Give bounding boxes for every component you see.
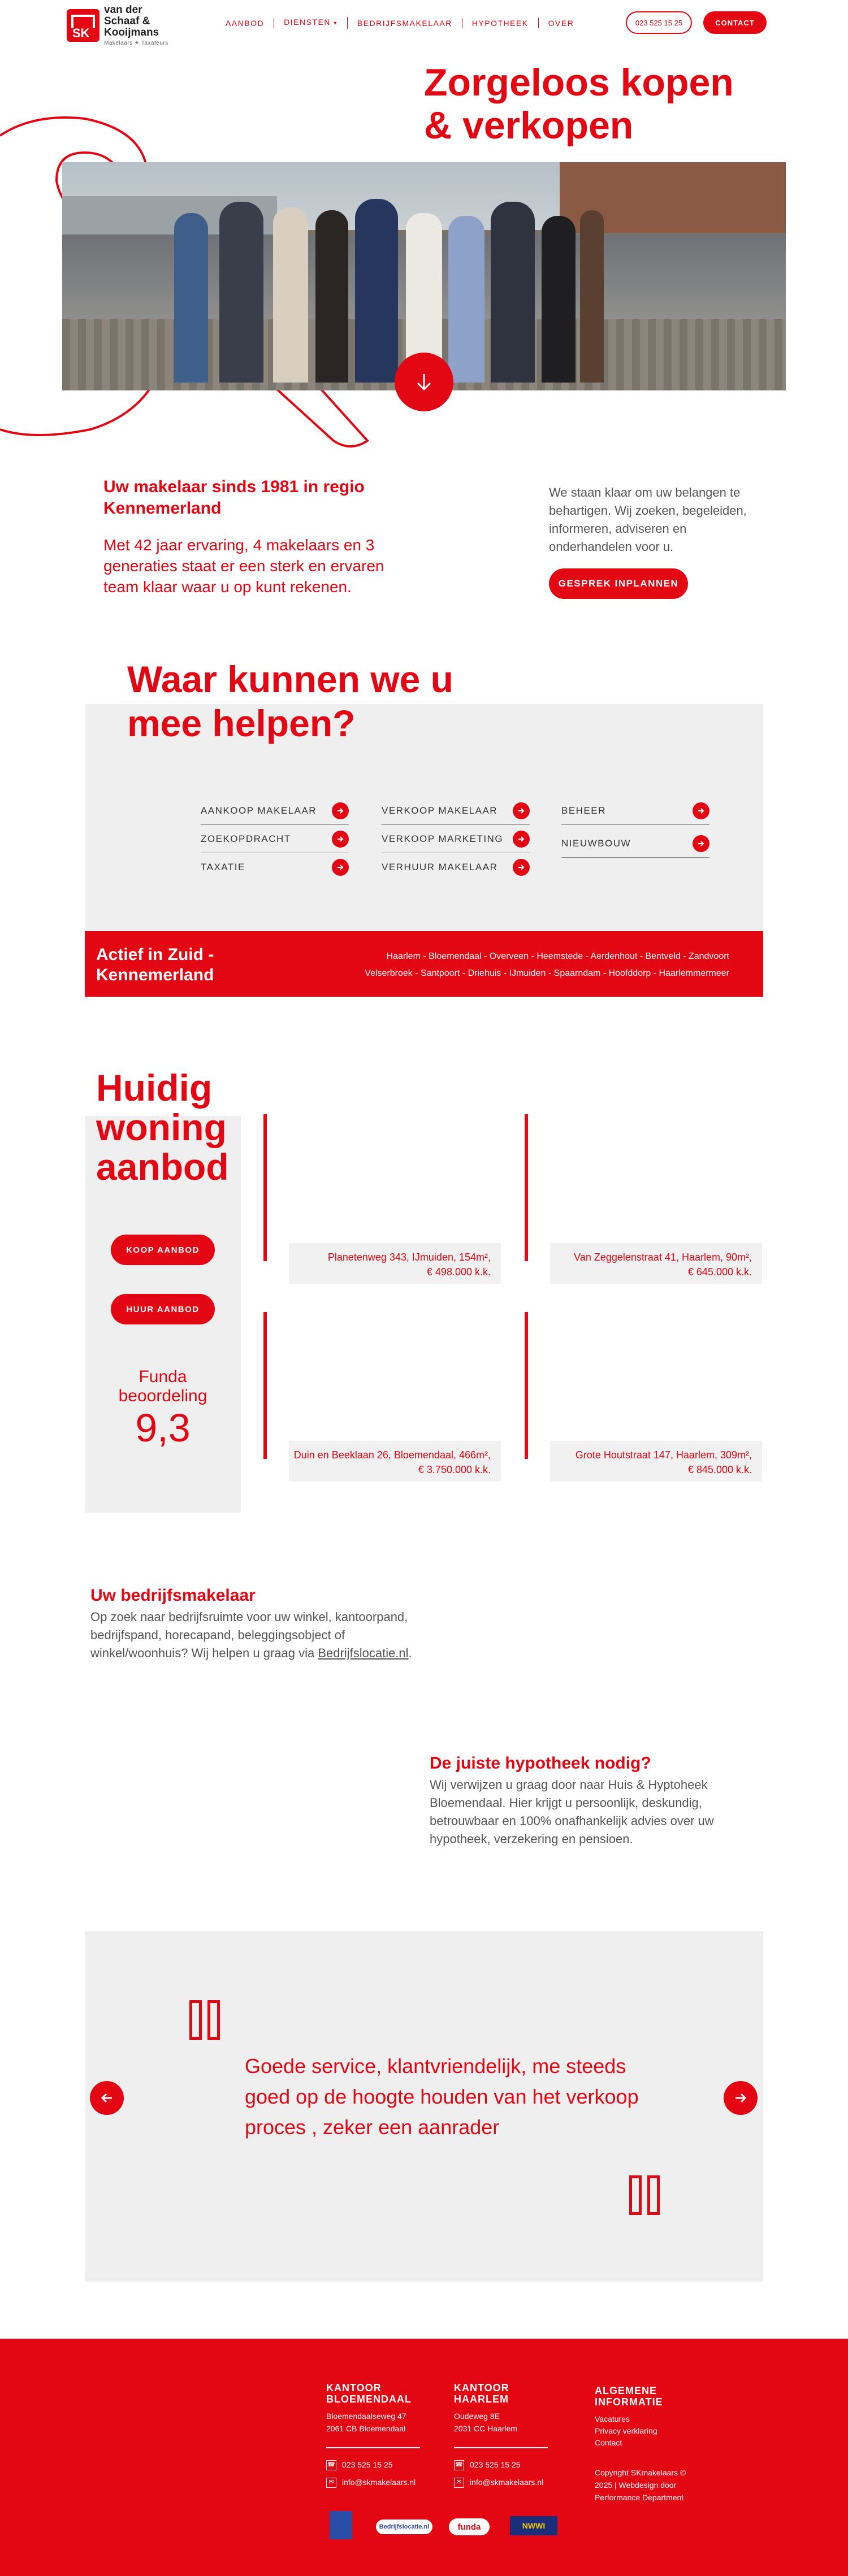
footer-copy1: Copyright SKmakelaars © <box>595 2468 686 2477</box>
footer-bloemendaal-title <box>326 2382 412 2405</box>
footer-bloemendaal-title-1: KANTOOR <box>326 2382 382 2393</box>
quote-open-icon <box>189 2000 223 2040</box>
intro-right-text: We staan klaar om uw belangen te behartigen. Wij zoeken, begeleiden, informeren, adviseren en onderhandelen voor u. <box>549 485 747 554</box>
nav-hypotheek[interactable]: HYPOTHEEK <box>462 18 539 28</box>
footer-bloemendaal-title-2: BLOEMENDAAL <box>326 2393 412 2405</box>
listing-accent-line <box>263 1114 267 1261</box>
footer-haarlem-phone[interactable] <box>454 2458 521 2471</box>
footer-link-privacy[interactable]: Privacy verklaring <box>595 2426 657 2435</box>
footer-copyright <box>595 2466 686 2504</box>
service-aankoop-makelaar[interactable] <box>201 797 349 825</box>
service-beheer[interactable] <box>561 797 709 825</box>
site-footer <box>0 2339 848 2576</box>
nav-bedrijfsmakelaar[interactable]: BEDRIJFSMAKELAAR <box>348 18 462 28</box>
listing-price: € 645.000 k.k. <box>687 1266 752 1278</box>
footer-haarlem-title-2: HAARLEM <box>454 2393 509 2405</box>
footer-bloemendaal-phone[interactable] <box>326 2458 393 2471</box>
service-label: VERKOOP MARKETING <box>382 833 504 844</box>
mail-icon: ✉ <box>326 2478 336 2488</box>
main-nav <box>216 17 583 29</box>
service-taxatie[interactable] <box>201 853 349 881</box>
listing-card[interactable] <box>263 1114 501 1284</box>
aanbod-title-line1: Huidig <box>96 1067 213 1109</box>
bedrijf-body-text: Op zoek naar bedrijfsruimte voor uw winkel, kantoorpand, bedrijfspand, horecapand, beleggingsobject of winkel/woonhuis? Wij helpen u graag via <box>90 1610 408 1660</box>
footer-haarlem-email-text: info@skmakelaars.nl <box>470 2478 544 2487</box>
badge-bedrijfslocatie[interactable] <box>376 2519 432 2534</box>
badge-funda[interactable] <box>449 2518 490 2535</box>
footer-haarlem-email[interactable] <box>454 2476 543 2488</box>
testimonial-next-button[interactable] <box>724 2081 758 2115</box>
testimonial-quote: Goede service, klantvriendelijk, me steeds goed op de hoogte houden van het verkoop proces , zeker een aanrader <box>245 2054 639 2139</box>
footer-haarlem-addr2: 2031 CC Haarlem <box>454 2424 518 2433</box>
listing-address: Planetenweg 343, IJmuiden, 154m², <box>327 1252 491 1263</box>
mail-icon: ✉ <box>454 2478 464 2488</box>
service-label: ZOEKOPDRACHT <box>201 833 291 844</box>
service-zoekopdracht[interactable] <box>201 825 349 853</box>
footer-haarlem-title <box>454 2382 509 2405</box>
service-label: VERHUUR MAKELAAR <box>382 862 498 872</box>
phone-icon: ☎ <box>326 2460 336 2470</box>
footer-haarlem-phone-text: 023 525 15 25 <box>470 2460 521 2469</box>
bedrijf-heading: Uw bedrijfsmakelaar <box>90 1586 256 1605</box>
badge-vbo[interactable] <box>330 2511 352 2539</box>
service-verkoop-makelaar[interactable] <box>382 797 530 825</box>
services-title <box>127 657 523 745</box>
footer-divider <box>326 2447 420 2448</box>
footer-link-contact[interactable]: Contact <box>595 2438 622 2447</box>
logo-mark-text: SK <box>72 26 90 40</box>
hypotheek-body: Wij verwijzen u graag door naar Huis & Hyptoheek Bloemendaal. Hier krijgt u persoonlijk, deskundig, betrouwbaar en 100% onafhankelijk advies over uw hypotheek, verzekering en pensioen. <box>430 1778 714 1846</box>
footer-bloemendaal-email-text: info@skmakelaars.nl <box>342 2478 416 2487</box>
funda-rating-score: 9,3 <box>135 1406 191 1450</box>
intro-subtext: Met 42 jaar ervaring, 4 makelaars en 3 generaties staat er een sterk en ervaren team klaar waar u op kunt rekenen. <box>103 536 384 596</box>
listing-accent-line <box>525 1114 528 1261</box>
footer-haarlem-address <box>454 2410 517 2435</box>
service-label: VERKOOP MAKELAAR <box>382 805 498 816</box>
funda-label-line2: beoordeling <box>118 1387 207 1405</box>
footer-copy3: Performance Department <box>595 2493 684 2502</box>
badge-nwwi[interactable] <box>510 2516 557 2535</box>
footer-haarlem-title-1: KANTOOR <box>454 2382 509 2393</box>
funda-label-line1: Funda <box>139 1367 187 1386</box>
listing-address: Grote Houtstraat 147, Haarlem, 309m², <box>575 1449 752 1461</box>
hero-title <box>424 61 820 147</box>
service-label: AANKOOP MAKELAAR <box>201 805 317 816</box>
funda-rating-label <box>85 1367 241 1406</box>
service-verkoop-marketing[interactable] <box>382 825 530 853</box>
arrow-right-icon <box>513 802 530 819</box>
footer-algemeen-title-1: ALGEMENE <box>595 2385 657 2396</box>
listing-card[interactable] <box>263 1312 501 1482</box>
arrow-right-icon <box>693 835 709 852</box>
bedrijf-body <box>90 1608 430 1662</box>
active-region-places <box>317 948 729 982</box>
footer-bloemendaal-addr1: Bloemendaalseweg 47 <box>326 2412 406 2421</box>
service-label: TAXATIE <box>201 862 245 872</box>
footer-divider <box>454 2447 548 2448</box>
listing-caption <box>289 1243 501 1284</box>
listing-caption <box>550 1243 762 1284</box>
service-nieuwbouw[interactable] <box>561 829 709 858</box>
footer-bloemendaal-phone-text: 023 525 15 25 <box>342 2460 393 2469</box>
footer-bloemendaal-addr2: 2061 CB Bloemendaal <box>326 2424 406 2433</box>
listing-card[interactable] <box>525 1114 762 1284</box>
bedrijfslocatie-link[interactable]: Bedrijfslocatie.nl <box>318 1646 409 1660</box>
arrow-left-icon <box>99 2091 114 2105</box>
listing-accent-line <box>263 1312 267 1459</box>
listing-address: Duin en Beeklaan 26, Bloemendaal, 466m², <box>293 1449 491 1461</box>
phone-icon: ☎ <box>454 2460 464 2470</box>
arrow-right-icon <box>693 802 709 819</box>
nav-diensten-label: DIENSTEN <box>284 18 331 27</box>
nav-over[interactable]: OVER <box>548 18 574 28</box>
footer-bloemendaal-email[interactable] <box>326 2476 416 2488</box>
hero-title-line1: Zorgeloos kopen <box>424 61 734 104</box>
arrow-right-icon <box>332 859 349 876</box>
logo-mark <box>67 9 99 42</box>
aanbod-title <box>96 1068 266 1187</box>
logo-tagline: Makelaars ✦ Taxateurs <box>104 40 168 46</box>
bedrijf-body-tail: . <box>408 1646 412 1660</box>
badge-label: NWWI <box>522 2521 546 2530</box>
arrow-right-icon <box>733 2091 748 2105</box>
active-region-title: Actief in Zuid - Kennemerland <box>96 945 214 984</box>
listing-card[interactable] <box>525 1312 762 1482</box>
footer-copy2: 2025 | Webdesign door <box>595 2481 677 2490</box>
intro-heading: Uw makelaar sinds 1981 in regio Kennemerland <box>103 477 365 518</box>
koop-aanbod-button[interactable]: KOOP AANBOD <box>111 1235 215 1265</box>
listing-accent-line <box>525 1312 528 1459</box>
services-title-line1: Waar kunnen we u <box>127 658 453 700</box>
services-title-line2: mee helpen? <box>127 702 356 744</box>
hero-title-line2: & verkopen <box>424 104 634 147</box>
service-verhuur-makelaar[interactable] <box>382 853 530 881</box>
footer-haarlem-addr1: Oudeweg 8E <box>454 2412 500 2421</box>
arrow-right-icon <box>332 802 349 819</box>
aanbod-title-line3: aanbod <box>96 1146 229 1188</box>
listing-address: Van Zeggelenstraat 41, Haarlem, 90m², <box>574 1252 752 1263</box>
hypotheek-heading: De juiste hypotheek nodig? <box>430 1754 651 1773</box>
contact-button[interactable]: CONTACT <box>703 11 767 34</box>
service-label: NIEUWBOUW <box>561 837 631 849</box>
nav-diensten[interactable] <box>274 17 348 29</box>
listing-caption <box>289 1441 501 1482</box>
listing-price: € 498.000 k.k. <box>426 1266 491 1278</box>
arrow-right-icon <box>513 859 530 876</box>
listing-price: € 845.000 k.k. <box>687 1464 752 1475</box>
logo-name: van der Schaaf & Kooijmans <box>104 4 159 38</box>
arrow-right-icon <box>513 831 530 848</box>
chevron-down-icon: ▾ <box>334 20 338 27</box>
badge-label: funda <box>457 2522 481 2532</box>
photo-people <box>174 190 604 383</box>
quote-close-icon <box>629 2175 663 2215</box>
scroll-down-button[interactable] <box>395 353 453 411</box>
service-label: BEHEER <box>561 805 606 816</box>
nav-aanbod[interactable]: AANBOD <box>216 18 274 28</box>
arrow-down-icon <box>413 371 435 393</box>
plan-meeting-button[interactable]: GESPREK INPLANNEN <box>549 568 688 599</box>
footer-algemeen-title-2: INFORMATIE <box>595 2396 663 2408</box>
footer-bloemendaal-address <box>326 2410 406 2435</box>
aanbod-title-line2: woning <box>96 1106 227 1148</box>
phone-button[interactable]: 023 525 15 25 <box>626 11 692 34</box>
listing-caption <box>550 1441 762 1482</box>
footer-algemeen-title <box>595 2385 663 2408</box>
logo-text <box>104 5 178 46</box>
testimonial-prev-button[interactable] <box>90 2081 124 2115</box>
places-line1: Haarlem - Bloemendaal - Overveen - Heemstede - Aerdenhout - Bentveld - Zandvoort <box>386 952 729 961</box>
logo[interactable] <box>67 5 178 46</box>
site-header <box>0 0 848 45</box>
footer-link-vacatures[interactable]: Vacatures <box>595 2414 630 2423</box>
listing-price: € 3.750.000 k.k. <box>418 1464 491 1475</box>
huur-aanbod-button[interactable]: HUUR AANBOD <box>111 1294 215 1324</box>
arrow-right-icon <box>332 831 349 848</box>
places-line2: Velserbroek - Santpoort - Driehuis - IJmuiden - Spaarndam - Hoofddorp - Haarlemmermeer <box>365 968 729 978</box>
badge-label: Bedrijfslocatie.nl <box>379 2523 430 2530</box>
